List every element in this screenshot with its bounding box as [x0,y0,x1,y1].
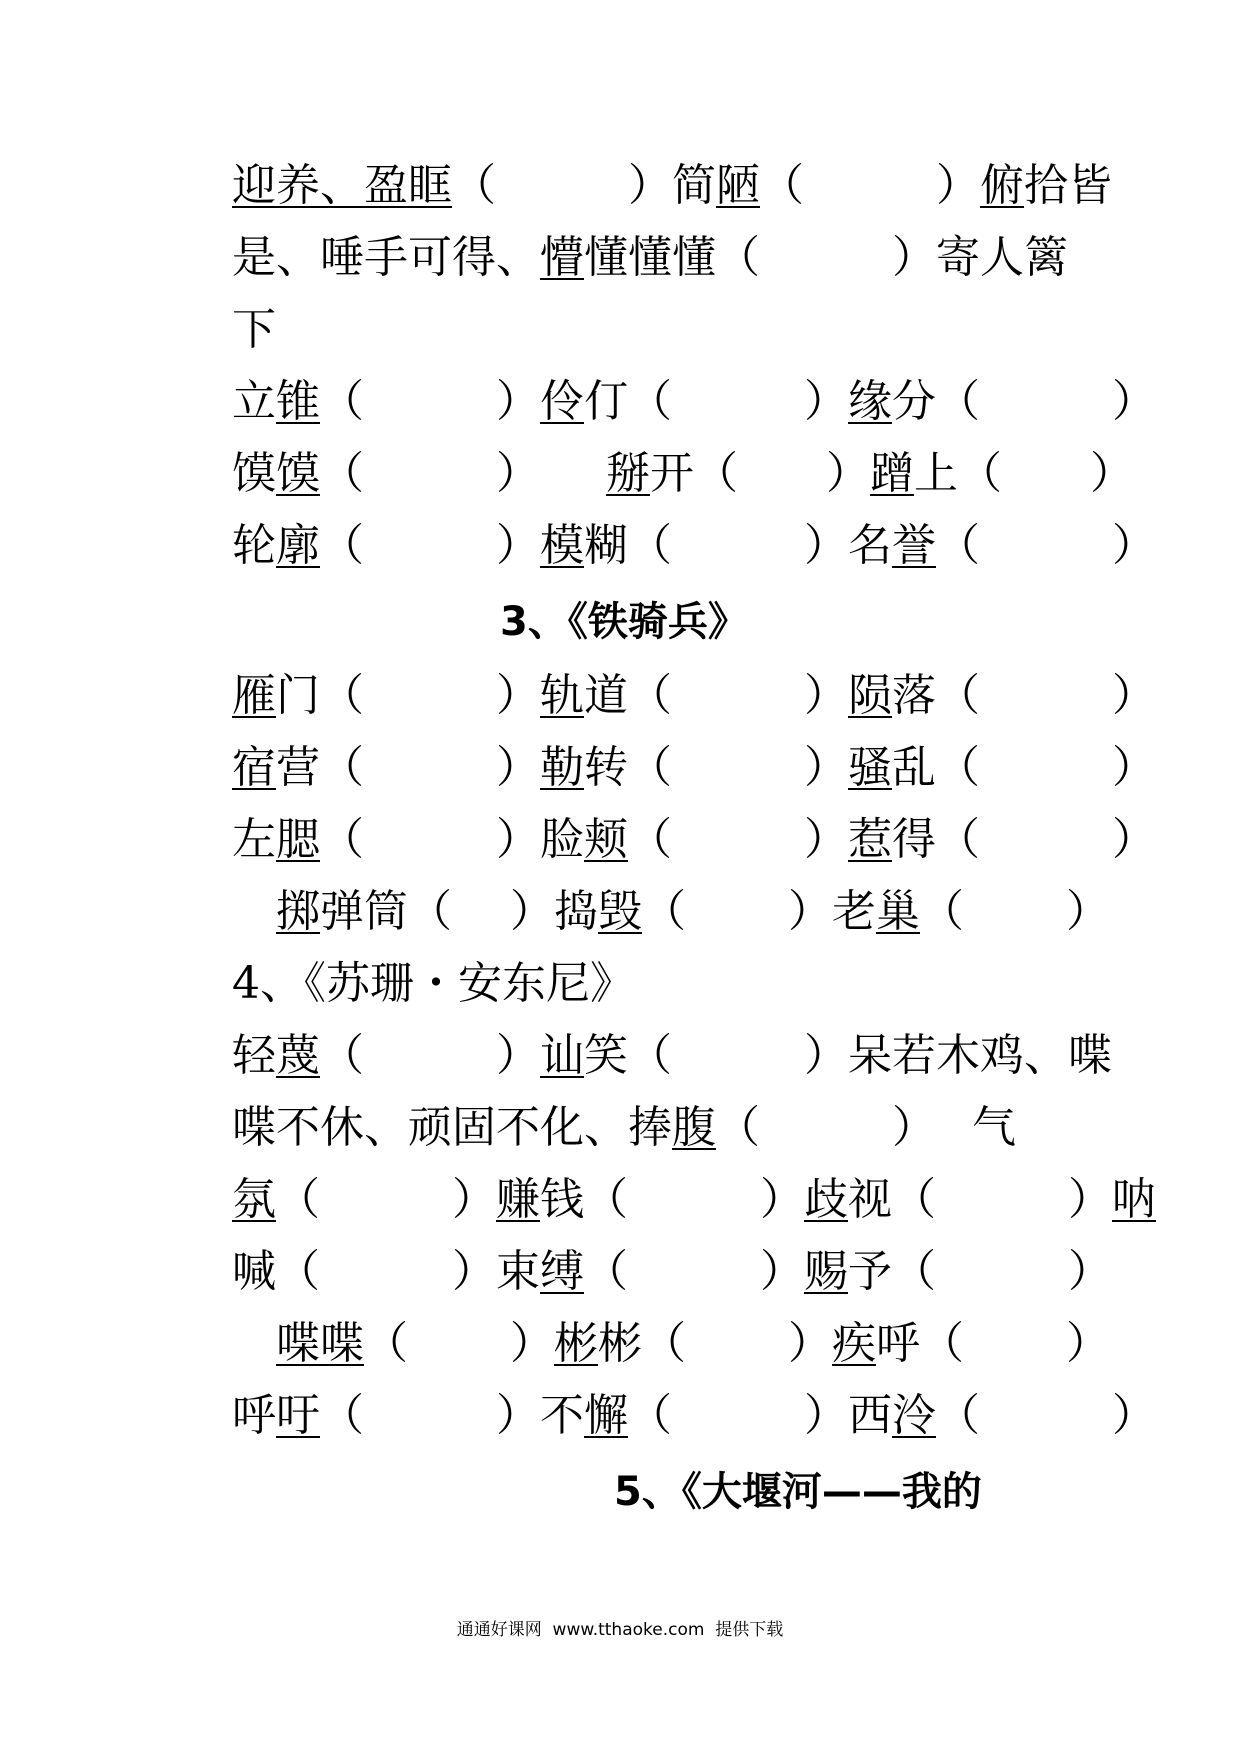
text-segment: （ ） [320,1030,540,1081]
text-segment: （ ） [320,520,540,571]
underlined-character: 巢 [876,886,920,937]
text-segment: 弹筒（ ）捣 [320,886,598,937]
text-segment: （ ）老 [642,886,876,937]
text-segment: 下 [232,304,276,355]
text-segment: 是、唾手可得、 [232,232,540,283]
page-footer: 通通好课网 www.tthaoke.com 提供下载 [456,1620,784,1640]
text-line [232,882,1110,942]
underlined-character: 氛 [232,1174,276,1225]
text-line [232,810,1156,870]
text-segment: 开（ ） [650,448,870,499]
underlined-character: 轨 [540,670,584,721]
underlined-character: 懈 [584,1390,628,1441]
text-segment: 得（ ） [892,814,1156,865]
text-segment: 落（ ） [892,670,1156,721]
underlined-character: 锥 [276,376,320,427]
text-segment: 拾皆 [1024,160,1112,211]
underlined-character: 颊 [584,814,628,865]
text-segment: 3、《铁骑兵》 [500,599,748,645]
text-segment: （ ） 气 [716,1102,1016,1153]
text-segment: 门（ ） [276,670,540,721]
text-segment: （ ） [628,814,848,865]
text-segment: 乱（ ） [892,742,1156,793]
underlined-character: 掰 [606,448,650,499]
text-segment: 呼（ ） [876,1318,1110,1369]
section-heading [232,1462,1240,1522]
underlined-character: 吁 [276,1390,320,1441]
text-segment: （ ） [936,520,1156,571]
text-segment: 喋不休、顽固不化、捧 [232,1102,672,1153]
text-segment: 喊（ ）束 [232,1246,540,1297]
underlined-character: 缚 [540,1246,584,1297]
text-line [232,1242,1112,1302]
underlined-character: 掷 [276,886,320,937]
text-segment: （ ） [936,1390,1156,1441]
text-segment: 轻 [232,1030,276,1081]
underlined-character: 勒 [540,742,584,793]
underlined-character: 讪 [540,1030,584,1081]
text-segment: （ ）不 [320,1390,584,1441]
text-segment: （ ）简 [452,160,716,211]
text-segment: （ ） [320,376,540,427]
text-line [232,666,1156,726]
text-line [232,300,1054,360]
underlined-character: 馍 [276,448,320,499]
text-segment: 左 [232,814,276,865]
text-segment: 视（ ） [848,1174,1112,1225]
text-segment: 转（ ） [584,742,848,793]
text-segment: 营（ ） [276,742,540,793]
text-line [232,516,1156,576]
text-segment: （ ） [584,1246,804,1297]
underlined-character: 廓 [276,520,320,571]
text-segment: 道（ ） [584,670,848,721]
underlined-character: 毁 [598,886,642,937]
text-segment: 笑（ ）呆若木鸡、喋 [584,1030,1112,1081]
text-segment: （ ） [364,1318,554,1369]
underlined-character: 疾 [832,1318,876,1369]
text-line [232,228,1068,288]
text-line [232,1026,1112,1086]
underlined-character: 蔑 [276,1030,320,1081]
underlined-character: 赚 [496,1174,540,1225]
underlined-character: 惹 [848,814,892,865]
underlined-character: 喋喋 [276,1318,364,1369]
text-segment: 轮 [232,520,276,571]
underlined-character: 俯 [980,160,1024,211]
text-line [232,156,1112,216]
text-segment: （ ） [320,448,606,499]
text-segment: （ ） [276,1174,496,1225]
text-segment: 馍 [232,448,276,499]
text-line [232,372,1156,432]
text-segment: 彬（ ） [598,1318,832,1369]
text-segment: 4、《苏珊・安东尼》 [232,958,634,1009]
text-segment: 钱（ ） [540,1174,804,1225]
text-segment: 上（ ） [914,448,1134,499]
underlined-character: 迎养、盈 [232,160,408,211]
text-line [232,738,1156,798]
text-segment: （ ） [920,886,1110,937]
text-segment: 5、《大堰河——我的 [614,1469,982,1515]
underlined-character: 呐 [1112,1174,1156,1225]
text-line [232,444,1134,504]
underlined-character: 泠 [892,1390,936,1441]
text-segment: 分（ ） [892,376,1156,427]
underlined-character: 腮 [276,814,320,865]
text-segment: 呼 [232,1390,276,1441]
section-heading [232,592,1240,652]
underlined-character: 宿 [232,742,276,793]
underlined-character: 模 [540,520,584,571]
underlined-character: 蹭 [870,448,914,499]
underlined-character: 赐 [804,1246,848,1297]
text-segment: 懂懂懂（ ）寄人篱 [584,232,1068,283]
text-line [232,1098,1054,1158]
text-segment: （ ）脸 [320,814,584,865]
underlined-character: 眶 [408,160,452,211]
text-line [232,954,1054,1014]
underlined-character: 彬 [554,1318,598,1369]
text-segment: 仃（ ） [584,376,848,427]
underlined-character: 腹 [672,1102,716,1153]
underlined-character: 懵 [540,232,584,283]
text-line [232,1170,1156,1230]
text-line [232,1314,1110,1374]
underlined-character: 伶 [540,376,584,427]
text-segment: （ ）西 [628,1390,892,1441]
underlined-character: 雁 [232,670,276,721]
text-segment: 立 [232,376,276,427]
underlined-character: 陋 [716,160,760,211]
text-segment: （ ） [760,160,980,211]
text-line [232,1386,1156,1446]
underlined-character: 缘 [848,376,892,427]
text-segment: 予（ ） [848,1246,1112,1297]
underlined-character: 骚 [848,742,892,793]
underlined-character: 陨 [848,670,892,721]
text-segment: 糊（ ）名 [584,520,892,571]
underlined-character: 歧 [804,1174,848,1225]
underlined-character: 誉 [892,520,936,571]
